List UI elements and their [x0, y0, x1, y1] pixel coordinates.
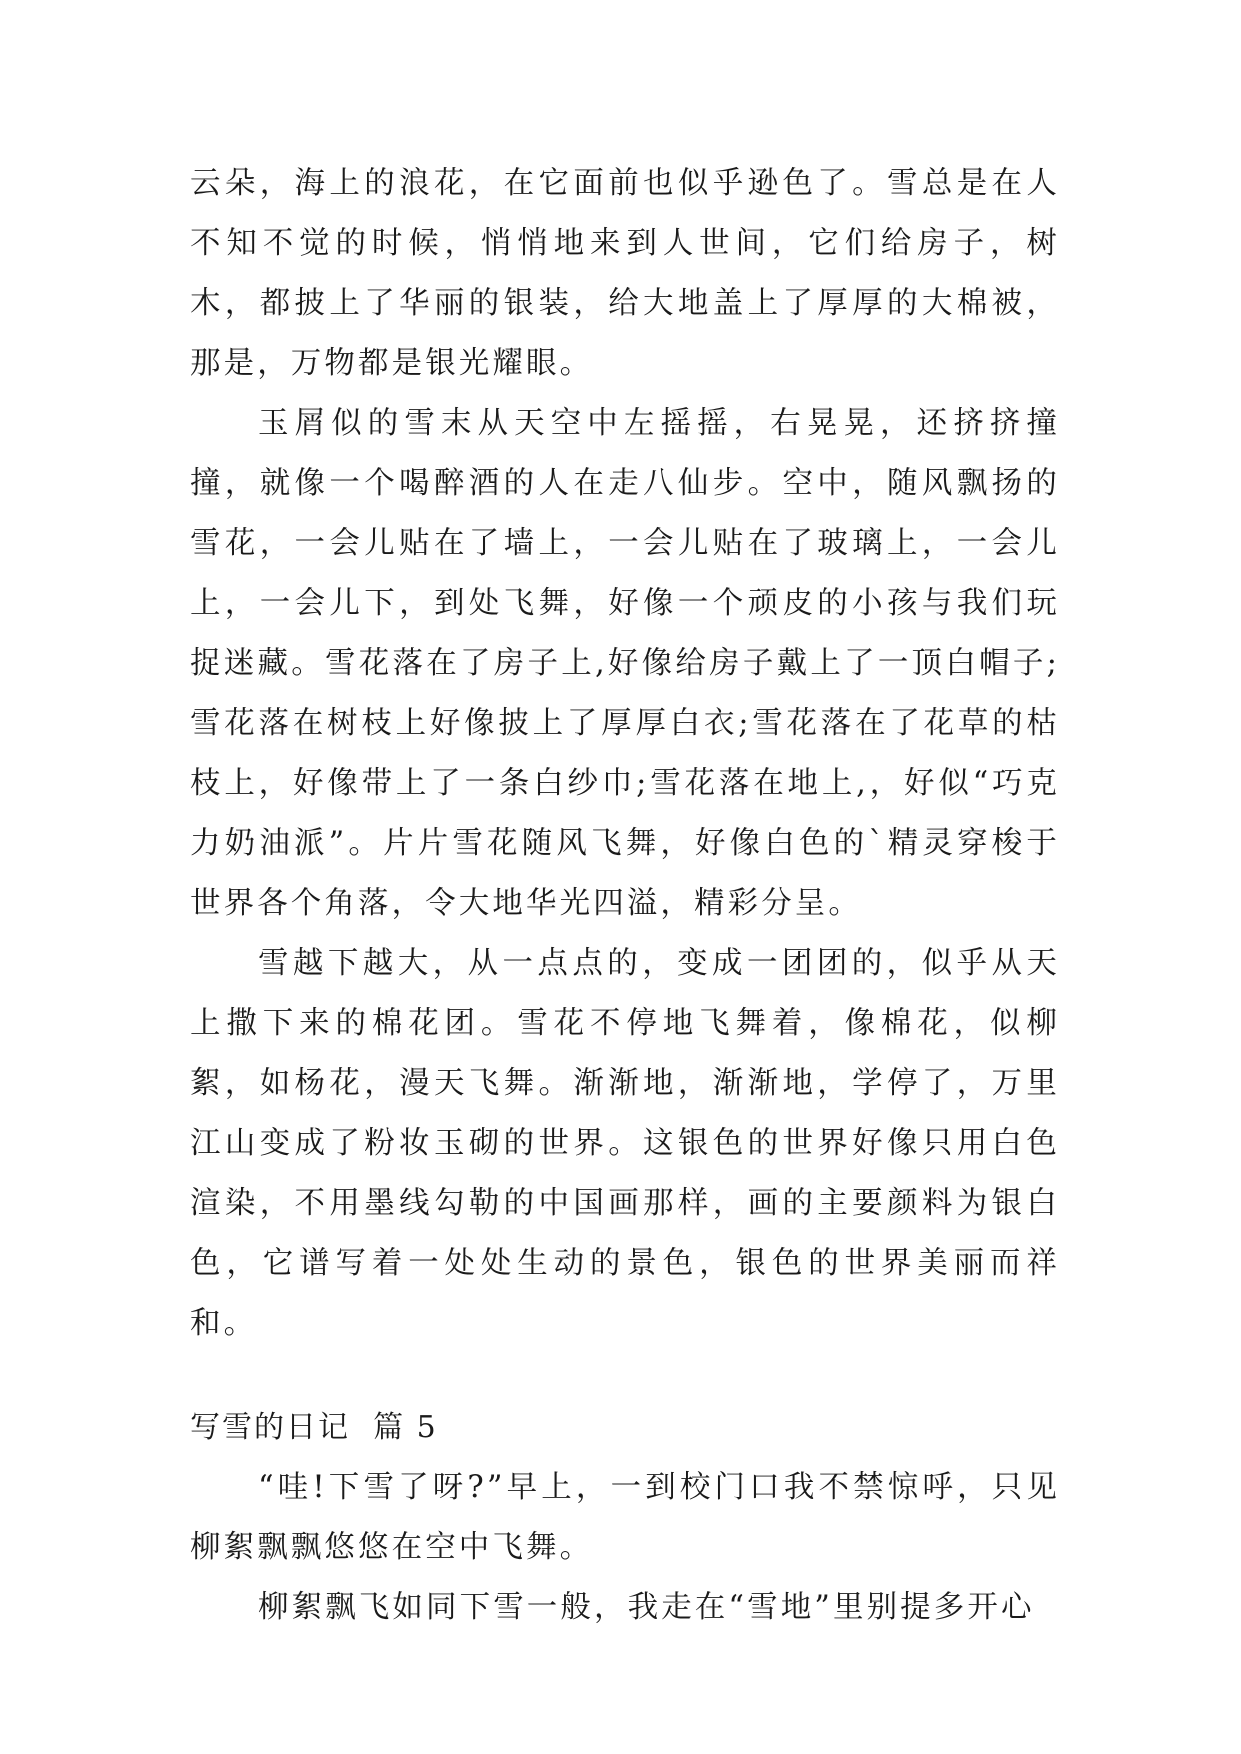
document-body: [190, 154, 1060, 1638]
paragraph: 云朵，海上的浪花，在它面前也似乎逊色了。雪总是在人不知不觉的时候，悄悄地来到人世间，它们给房子，树木，都披上了华丽的银装，给大地盖上了厚厚的大棉被，那是，万物都是银光耀眼。: [190, 166, 1060, 381]
paragraph: 玉屑似的雪末从天空中左摇摇，右晃晃，还挤挤撞撞，就像一个喝醉酒的人在走八仙步。空中，随风飘扬的雪花，一会儿贴在了墙上，一会儿贴在了玻璃上，一会儿上，一会儿下，到处飞舞，好像一个顽皮的小孩与我们玩捉迷藏。雪花落在了房子上,好像给房子戴上了一顶白帽子;雪花落在树枝上好像披上了厚厚白衣;雪花落在了花草的枯枝上，好像带上了一条白纱巾;雪花落在地上,，好似“巧克力奶油派”。片片雪花随风飞舞，好像白色的`精灵穿梭于世界各个角落，令大地华光四溢，精彩分呈。: [190, 406, 1060, 921]
paragraph: “哇!下雪了呀?”早上，一到校门口我不禁惊呼，只见柳絮飘飘悠悠在空中飞舞。: [190, 1470, 1060, 1565]
paragraph: 柳絮飘飞如同下雪一般，我走在“雪地”里别提多开心: [258, 1590, 1035, 1625]
section-heading: 写雪的日记 篇 5: [190, 1410, 438, 1445]
paragraph: 雪越下越大，从一点点的，变成一团团的，似乎从天上撒下来的棉花团。雪花不停地飞舞着，像棉花，似柳絮，如杨花，漫天飞舞。渐渐地，渐渐地，学停了，万里江山变成了粉妆玉砌的世界。这银色的世界好像只用白色渲染，不用墨线勾勒的中国画那样，画的主要颜料为银白色，它谱写着一处处生动的景色，银色的世界美丽而祥和。: [190, 946, 1060, 1341]
